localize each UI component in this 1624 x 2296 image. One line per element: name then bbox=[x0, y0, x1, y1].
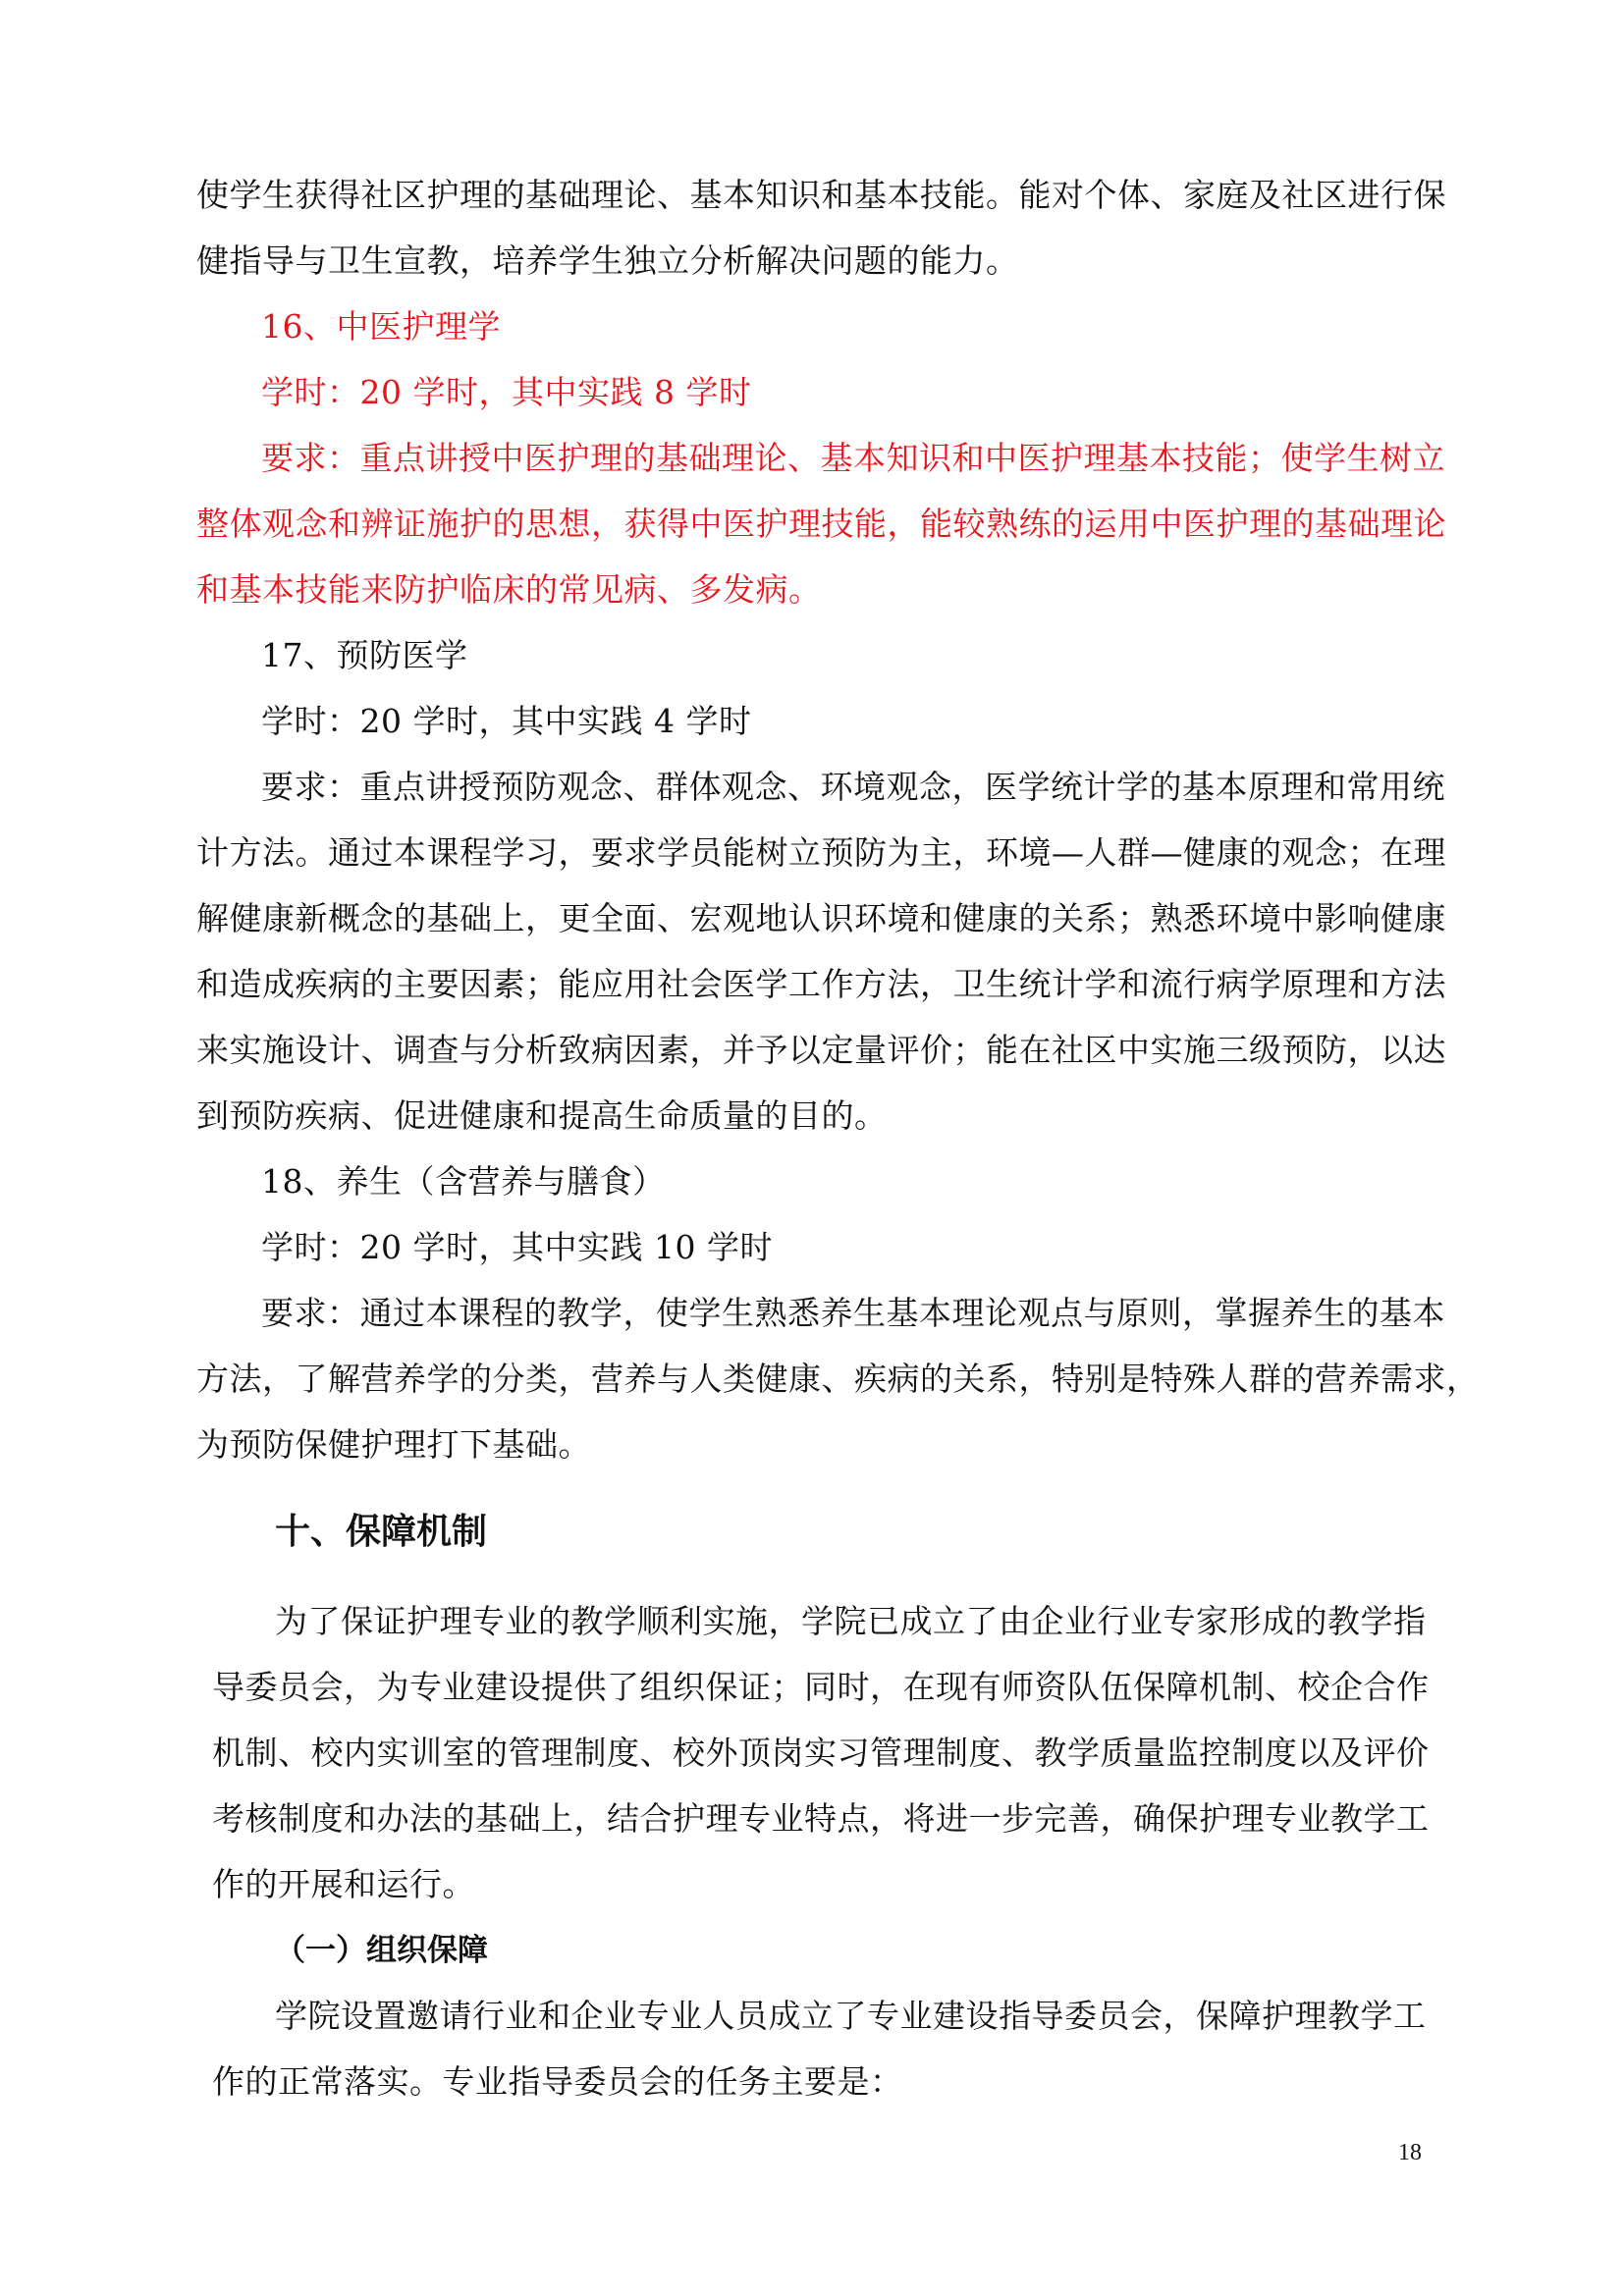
course-17-requirement-line-5: 来实施设计、调查与分析致病因素，并予以定量评价；能在社区中实施三级预防，以达 bbox=[196, 1031, 1446, 1069]
section-10-paragraph-line-2: 导委员会，为专业建设提供了组织保证；同时，在现有师资队伍保障机制、校企合作 bbox=[212, 1668, 1430, 1706]
course-16-requirement-line-3: 和基本技能来防护临床的常见病、多发病。 bbox=[196, 570, 822, 609]
organization-paragraph-line-2: 作的正常落实。专业指导委员会的任务主要是： bbox=[212, 2062, 903, 2101]
course-17-hours: 学时：20 学时，其中实践 4 学时 bbox=[261, 702, 752, 740]
section-10-paragraph-line-4: 考核制度和办法的基础上，结合护理专业特点，将进一步完善，确保护理专业教学工 bbox=[212, 1799, 1430, 1838]
page-number: 18 bbox=[1398, 2140, 1422, 2165]
course-16-requirement-line-1: 要求：重点讲授中医护理的基础理论、基本知识和中医护理基本技能；使学生树立 bbox=[261, 439, 1445, 477]
course-17-requirement-line-3: 解健康新概念的基础上，更全面、宏观地认识环境和健康的关系；熟悉环境中影响健康 bbox=[196, 899, 1446, 937]
subsection-organization-heading: （一）组织保障 bbox=[275, 1933, 488, 1968]
section-10-heading: 十、保障机制 bbox=[275, 1512, 488, 1552]
section-10-paragraph-line-5: 作的开展和运行。 bbox=[212, 1865, 475, 1903]
course-16-requirement-line-2: 整体观念和辨证施护的思想，获得中医护理技能，能较熟练的运用中医护理的基础理论 bbox=[196, 505, 1446, 543]
course-18-requirement-line-1: 要求：通过本课程的教学，使学生熟悉养生基本理论观点与原则，掌握养生的基本 bbox=[261, 1294, 1445, 1332]
course-16-title: 16、中医护理学 bbox=[261, 307, 501, 346]
continuation-line-1: 使学生获得社区护理的基础理论、基本知识和基本技能。能对个体、家庭及社区进行保 bbox=[196, 176, 1446, 214]
course-18-requirement-line-2: 方法，了解营养学的分类，营养与人类健康、疾病的关系，特别是特殊人群的营养需求， bbox=[196, 1360, 1480, 1398]
section-10-paragraph-line-3: 机制、校内实训室的管理制度、校外顶岗实习管理制度、教学质量监控制度以及评价 bbox=[212, 1734, 1430, 1772]
course-18-requirement-line-3: 为预防保健护理打下基础。 bbox=[196, 1425, 591, 1464]
section-10-paragraph-line-1: 为了保证护理专业的教学顺利实施，学院已成立了由企业行业专家形成的教学指 bbox=[275, 1602, 1427, 1640]
organization-paragraph-line-1: 学院设置邀请行业和企业专业人员成立了专业建设指导委员会，保障护理教学工 bbox=[275, 1997, 1427, 2035]
course-17-requirement-line-2: 计方法。通过本课程学习，要求学员能树立预防为主，环境—人群—健康的观念；在理 bbox=[196, 833, 1446, 872]
course-18-title: 18、养生（含营养与膳食） bbox=[261, 1162, 666, 1201]
course-16-hours: 学时：20 学时，其中实践 8 学时 bbox=[261, 373, 752, 411]
course-17-requirement-line-4: 和造成疾病的主要因素；能应用社会医学工作方法，卫生统计学和流行病学原理和方法 bbox=[196, 965, 1446, 1003]
course-17-requirement-line-6: 到预防疾病、促进健康和提高生命质量的目的。 bbox=[196, 1096, 888, 1135]
course-17-requirement-line-1: 要求：重点讲授预防观念、群体观念、环境观念，医学统计学的基本原理和常用统 bbox=[261, 768, 1445, 806]
course-18-hours: 学时：20 学时，其中实践 10 学时 bbox=[261, 1228, 773, 1266]
course-17-title: 17、预防医学 bbox=[261, 636, 468, 674]
continuation-line-2: 健指导与卫生宣教，培养学生独立分析解决问题的能力。 bbox=[196, 241, 1019, 280]
